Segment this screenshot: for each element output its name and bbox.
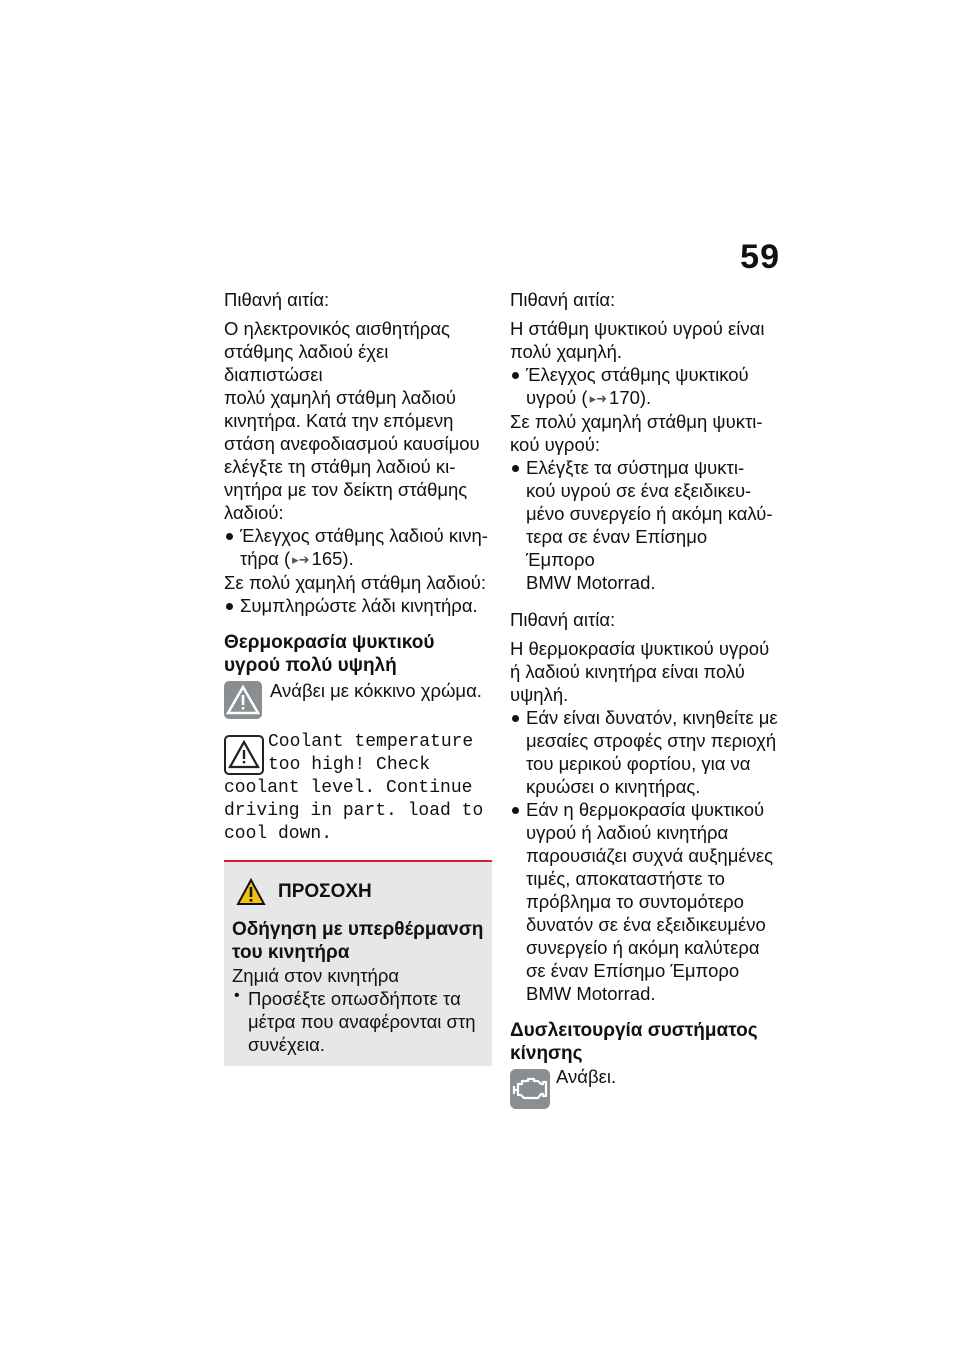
- list-item: [224, 594, 492, 617]
- list-item-text: υγρού ή λαδιού κινητήρα: [526, 822, 729, 843]
- list-item-text: σε έναν Επίσημο Έμπορο: [526, 960, 740, 981]
- cause-text-line: πολύ χαμηλή.: [510, 341, 623, 362]
- cause-text-line: στάθμης λαδιού έχει διαπιστώσει: [224, 341, 389, 385]
- list-item-text-pre: υγρού (: [526, 387, 588, 408]
- list-item-text: BMW Motorrad.: [526, 983, 656, 1004]
- caution-title: ΠΡΟΣΟΧΗ: [278, 881, 372, 902]
- caution-triangle-icon: [236, 878, 266, 906]
- display-text-line: too high! Check: [268, 755, 431, 775]
- indicator-description: Ανάβει με κόκκινο χρώμα.: [270, 680, 482, 701]
- cause-label: Πιθανή αιτία:: [510, 289, 616, 310]
- display-text-line: cool down.: [224, 824, 333, 844]
- warning-light-row: [510, 1065, 778, 1113]
- cause-text-line: πολύ χαμηλή στάθμη λαδιού: [224, 387, 457, 408]
- list-item-text: κού υγρού σε ένα εξειδικευ-: [526, 480, 752, 501]
- cause-text-line: Η στάθμη ψυκτικού υγρού είναι: [510, 318, 765, 339]
- list-item-text: συνέχεια.: [248, 1034, 325, 1055]
- warning-triangle-icon: [224, 735, 264, 775]
- list-item-text: BMW Motorrad.: [526, 572, 656, 593]
- section-heading: υγρού πολύ υψηλή: [224, 655, 397, 676]
- list-item-text: Έλεγχος στάθμης ψυκτικού: [526, 364, 749, 385]
- caution-header: [236, 878, 484, 906]
- page-reference[interactable]: 165).: [311, 548, 354, 569]
- right-column: [510, 288, 778, 1113]
- caution-box: [224, 860, 492, 1066]
- section-heading: κίνησης: [510, 1043, 583, 1064]
- caution-subtitle: Οδήγηση με υπερθέρμανση: [232, 919, 484, 940]
- cause-text-line: ελέγξτε τη στάθμη λαδιού κι-: [224, 456, 456, 477]
- list-item: [510, 798, 778, 1005]
- display-text-line: driving in part. load to: [224, 801, 484, 821]
- list-item-text: [240, 547, 492, 571]
- cause-text-line: ή λαδιού κινητήρα είναι πολύ: [510, 661, 745, 682]
- indicator-description: Ανάβει.: [556, 1066, 617, 1087]
- list-item-text: συνεργείο ή ακόμη καλύτερα: [526, 937, 760, 958]
- cause-text-line: Η θερμοκρασία ψυκτικού υγρού: [510, 638, 770, 659]
- list-item-text: Έλεγχος στάθμης λαδιού κινη-: [240, 525, 488, 546]
- cause-text-line: Ο ηλεκτρονικός αισθητήρας: [224, 318, 450, 339]
- cause-text-line: νητήρα με τον δείκτη στάθμης: [224, 479, 468, 500]
- left-column: [224, 288, 492, 1066]
- section-heading: Δυσλειτουργία συστήματος: [510, 1020, 758, 1041]
- cause-text-line: στάση ανεφοδιασμού καυσίμου: [224, 433, 480, 454]
- page-reference-icon: ▸➜: [292, 552, 310, 567]
- section-heading: Θερμοκρασία ψυκτικού: [224, 632, 435, 653]
- list-item: [232, 987, 484, 1056]
- list-item-text: τιμές, αποκαταστήστε το: [526, 868, 725, 889]
- list-item-text: μεσαίες στροφές στην περιοχή: [526, 730, 777, 751]
- list-item-text: μένο συνεργείο ή ακόμη καλύ-: [526, 503, 773, 524]
- list-item-text: Εάν είναι δυνατόν, κινηθείτε με: [526, 707, 778, 728]
- list-item: [510, 706, 778, 798]
- list-item: [510, 363, 778, 410]
- list-item-text: παρουσιάζει συχνά αυξημένες: [526, 845, 774, 866]
- list-item-text: τερα σε έναν Επίσημο Έμπορο: [526, 526, 708, 570]
- list-item-text: κρυώσει ο κινητήρας.: [526, 776, 701, 797]
- display-text-line: coolant level. Continue: [224, 778, 473, 798]
- page-number: 59: [740, 238, 780, 276]
- display-message: [224, 731, 492, 846]
- list-item-text: μέτρα που αναφέρονται στη: [248, 1011, 476, 1032]
- very-low-label: Σε πολύ χαμηλή στάθμη ψυκτι-: [510, 411, 763, 432]
- list-item: [510, 456, 778, 594]
- list-item-text: Συμπληρώστε λάδι κινητήρα.: [240, 595, 478, 616]
- cause-text-line: υψηλή.: [510, 684, 569, 705]
- page-reference-icon: ▸➜: [589, 391, 608, 406]
- list-item-text: Ελέγξτε τα σύστημα ψυκτι-: [526, 457, 745, 478]
- very-low-label: κού υγρού:: [510, 434, 601, 455]
- cause-label: Πιθανή αιτία:: [510, 609, 616, 630]
- low-level-label: Σε πολύ χαμηλή στάθμη λαδιού:: [224, 572, 487, 593]
- page-reference[interactable]: 170).: [609, 387, 652, 408]
- list-item-text-pre: τήρα (: [240, 548, 291, 569]
- list-item-text: πρόβλημα το συντομότερο: [526, 891, 744, 912]
- caution-damage: Ζημιά στον κινητήρα: [232, 965, 400, 986]
- list-item-text: του μερικού φορτίου, για να: [526, 753, 751, 774]
- cause-text-line: κινητήρα. Κατά την επόμενη: [224, 410, 454, 431]
- list-item: [224, 524, 492, 571]
- cause-text-line: λαδιού:: [224, 502, 284, 523]
- list-item-text: δυνατόν σε ένα εξειδικευμένο: [526, 914, 766, 935]
- caution-subtitle: του κινητήρα: [232, 942, 350, 963]
- warning-triangle-icon: [224, 681, 262, 719]
- list-item-text: [526, 386, 778, 410]
- engine-icon: [510, 1069, 550, 1109]
- cause-label: Πιθανή αιτία:: [224, 289, 330, 310]
- warning-light-row: [224, 679, 492, 721]
- list-item-text: • Προσέξτε οπωσδήποτε τα: [248, 988, 461, 1009]
- display-text-line: Coolant temperature: [268, 732, 474, 752]
- list-item-text: Εάν η θερμοκρασία ψυκτικού: [526, 799, 765, 820]
